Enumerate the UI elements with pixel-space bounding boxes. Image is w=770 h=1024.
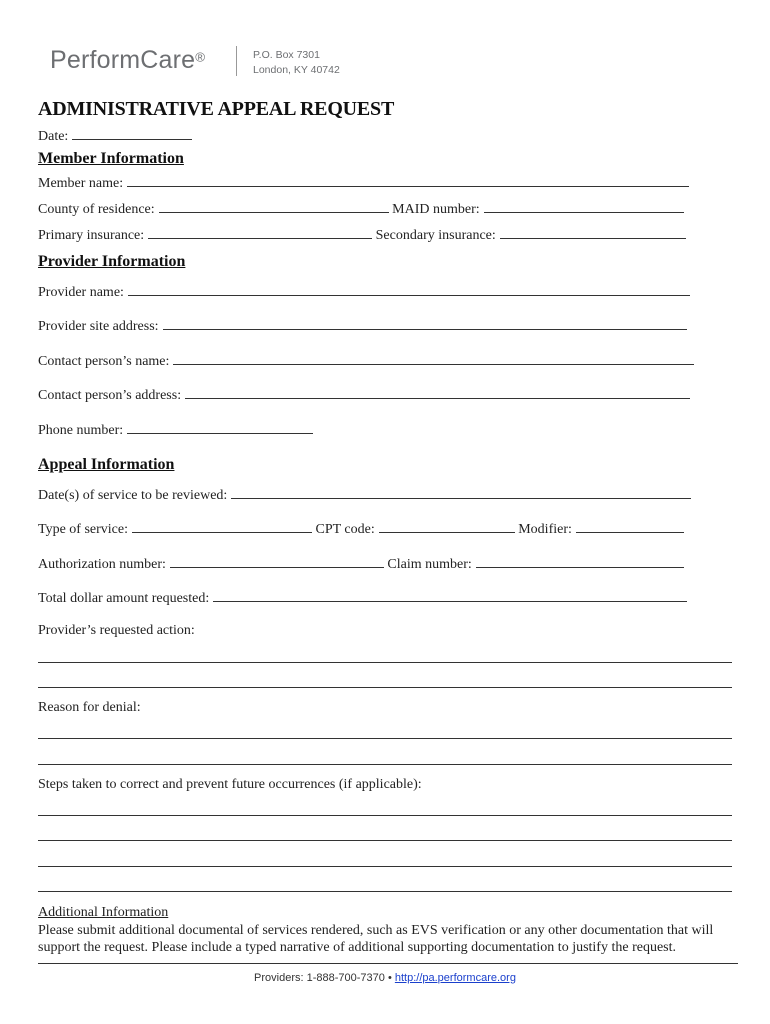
- member-name-field[interactable]: [127, 174, 689, 187]
- phone-row: [38, 421, 313, 439]
- primary-insurance-label: Primary insurance:: [38, 228, 145, 243]
- auth-claim-row: [38, 555, 684, 573]
- address-line-1: P.O. Box 7301: [253, 49, 320, 61]
- date-row: [38, 127, 192, 145]
- member-name-label: Member name:: [38, 176, 124, 191]
- county-maid-row: [38, 200, 684, 218]
- steps-taken-line-2[interactable]: [38, 840, 732, 841]
- footer-divider: [38, 963, 738, 964]
- dates-of-service-label: Date(s) of service to be reviewed:: [38, 488, 228, 503]
- total-amount-label: Total dollar amount requested:: [38, 591, 210, 606]
- contact-address-field[interactable]: [185, 386, 690, 399]
- provider-site-field[interactable]: [163, 317, 687, 330]
- provider-site-label: Provider site address:: [38, 319, 159, 334]
- phone-field[interactable]: [127, 421, 313, 434]
- modifier-label: Modifier:: [518, 522, 572, 537]
- dates-of-service-row: [38, 486, 691, 504]
- requested-action-line-2[interactable]: [38, 687, 732, 688]
- type-of-service-field[interactable]: [132, 520, 312, 533]
- cpt-code-field[interactable]: [379, 520, 515, 533]
- insurance-row: [38, 226, 686, 244]
- date-label: Date:: [38, 129, 69, 144]
- total-amount-row: [38, 589, 687, 607]
- steps-taken-line-1[interactable]: [38, 815, 732, 816]
- service-codes-row: [38, 520, 684, 538]
- provider-site-row: [38, 317, 687, 335]
- maid-field[interactable]: [484, 200, 684, 213]
- brand-name: PerformCare: [50, 46, 196, 74]
- steps-taken-line-3[interactable]: [38, 866, 732, 867]
- county-label: County of residence:: [38, 202, 155, 217]
- total-amount-field[interactable]: [213, 589, 687, 602]
- type-of-service-label: Type of service:: [38, 522, 128, 537]
- footer: [0, 972, 770, 984]
- provider-name-field[interactable]: [128, 283, 690, 296]
- contact-address-row: [38, 386, 690, 404]
- provider-name-label: Provider name:: [38, 285, 124, 300]
- providers-phone-text: Providers: 1-888-700-7370 •: [254, 972, 392, 984]
- registered-mark: ®: [195, 49, 206, 65]
- appeal-information-heading: Appeal Information: [38, 456, 175, 473]
- requested-action-line-1[interactable]: [38, 662, 732, 663]
- secondary-insurance-label: Secondary insurance:: [375, 228, 496, 243]
- secondary-insurance-field[interactable]: [500, 226, 686, 239]
- page-title: ADMINISTRATIVE APPEAL REQUEST: [38, 98, 395, 120]
- phone-label: Phone number:: [38, 423, 124, 438]
- member-name-row: [38, 174, 689, 192]
- requested-action-label: Provider’s requested action:: [38, 623, 195, 638]
- additional-information-text: Please submit additional documental of services rendered, such as EVS verification or any other documentation that will support the request. Please include a typed narrative of additional supporting documentation to justify the request.: [38, 923, 714, 955]
- logo-divider: [236, 46, 237, 76]
- cpt-code-label: CPT code:: [315, 522, 375, 537]
- contact-address-label: Contact person’s address:: [38, 388, 182, 403]
- provider-name-row: [38, 283, 690, 301]
- date-field[interactable]: [72, 127, 192, 140]
- website-link[interactable]: http://pa.performcare.org: [394, 972, 516, 984]
- county-field[interactable]: [159, 200, 389, 213]
- reason-for-denial-label: Reason for denial:: [38, 700, 141, 715]
- claim-field[interactable]: [476, 555, 684, 568]
- claim-label: Claim number:: [387, 557, 472, 572]
- steps-taken-line-4[interactable]: [38, 891, 732, 892]
- reason-for-denial-line-2[interactable]: [38, 764, 732, 765]
- additional-information-heading: Additional Information: [38, 905, 169, 920]
- contact-name-field[interactable]: [173, 352, 694, 365]
- mailing-address: [253, 48, 340, 78]
- reason-for-denial-line-1[interactable]: [38, 738, 732, 739]
- maid-label: MAID number:: [392, 202, 480, 217]
- dates-of-service-field[interactable]: [231, 486, 691, 499]
- contact-name-label: Contact person’s name:: [38, 354, 170, 369]
- contact-name-row: [38, 352, 694, 370]
- steps-taken-label: Steps taken to correct and prevent future occurrences (if applicable):: [38, 777, 422, 792]
- provider-information-heading: Provider Information: [38, 253, 186, 270]
- primary-insurance-field[interactable]: [148, 226, 372, 239]
- modifier-field[interactable]: [576, 520, 684, 533]
- member-information-heading: Member Information: [38, 150, 184, 167]
- authorization-field[interactable]: [170, 555, 384, 568]
- performcare-logo: [50, 46, 205, 75]
- authorization-label: Authorization number:: [38, 557, 166, 572]
- address-line-2: London, KY 40742: [253, 64, 340, 76]
